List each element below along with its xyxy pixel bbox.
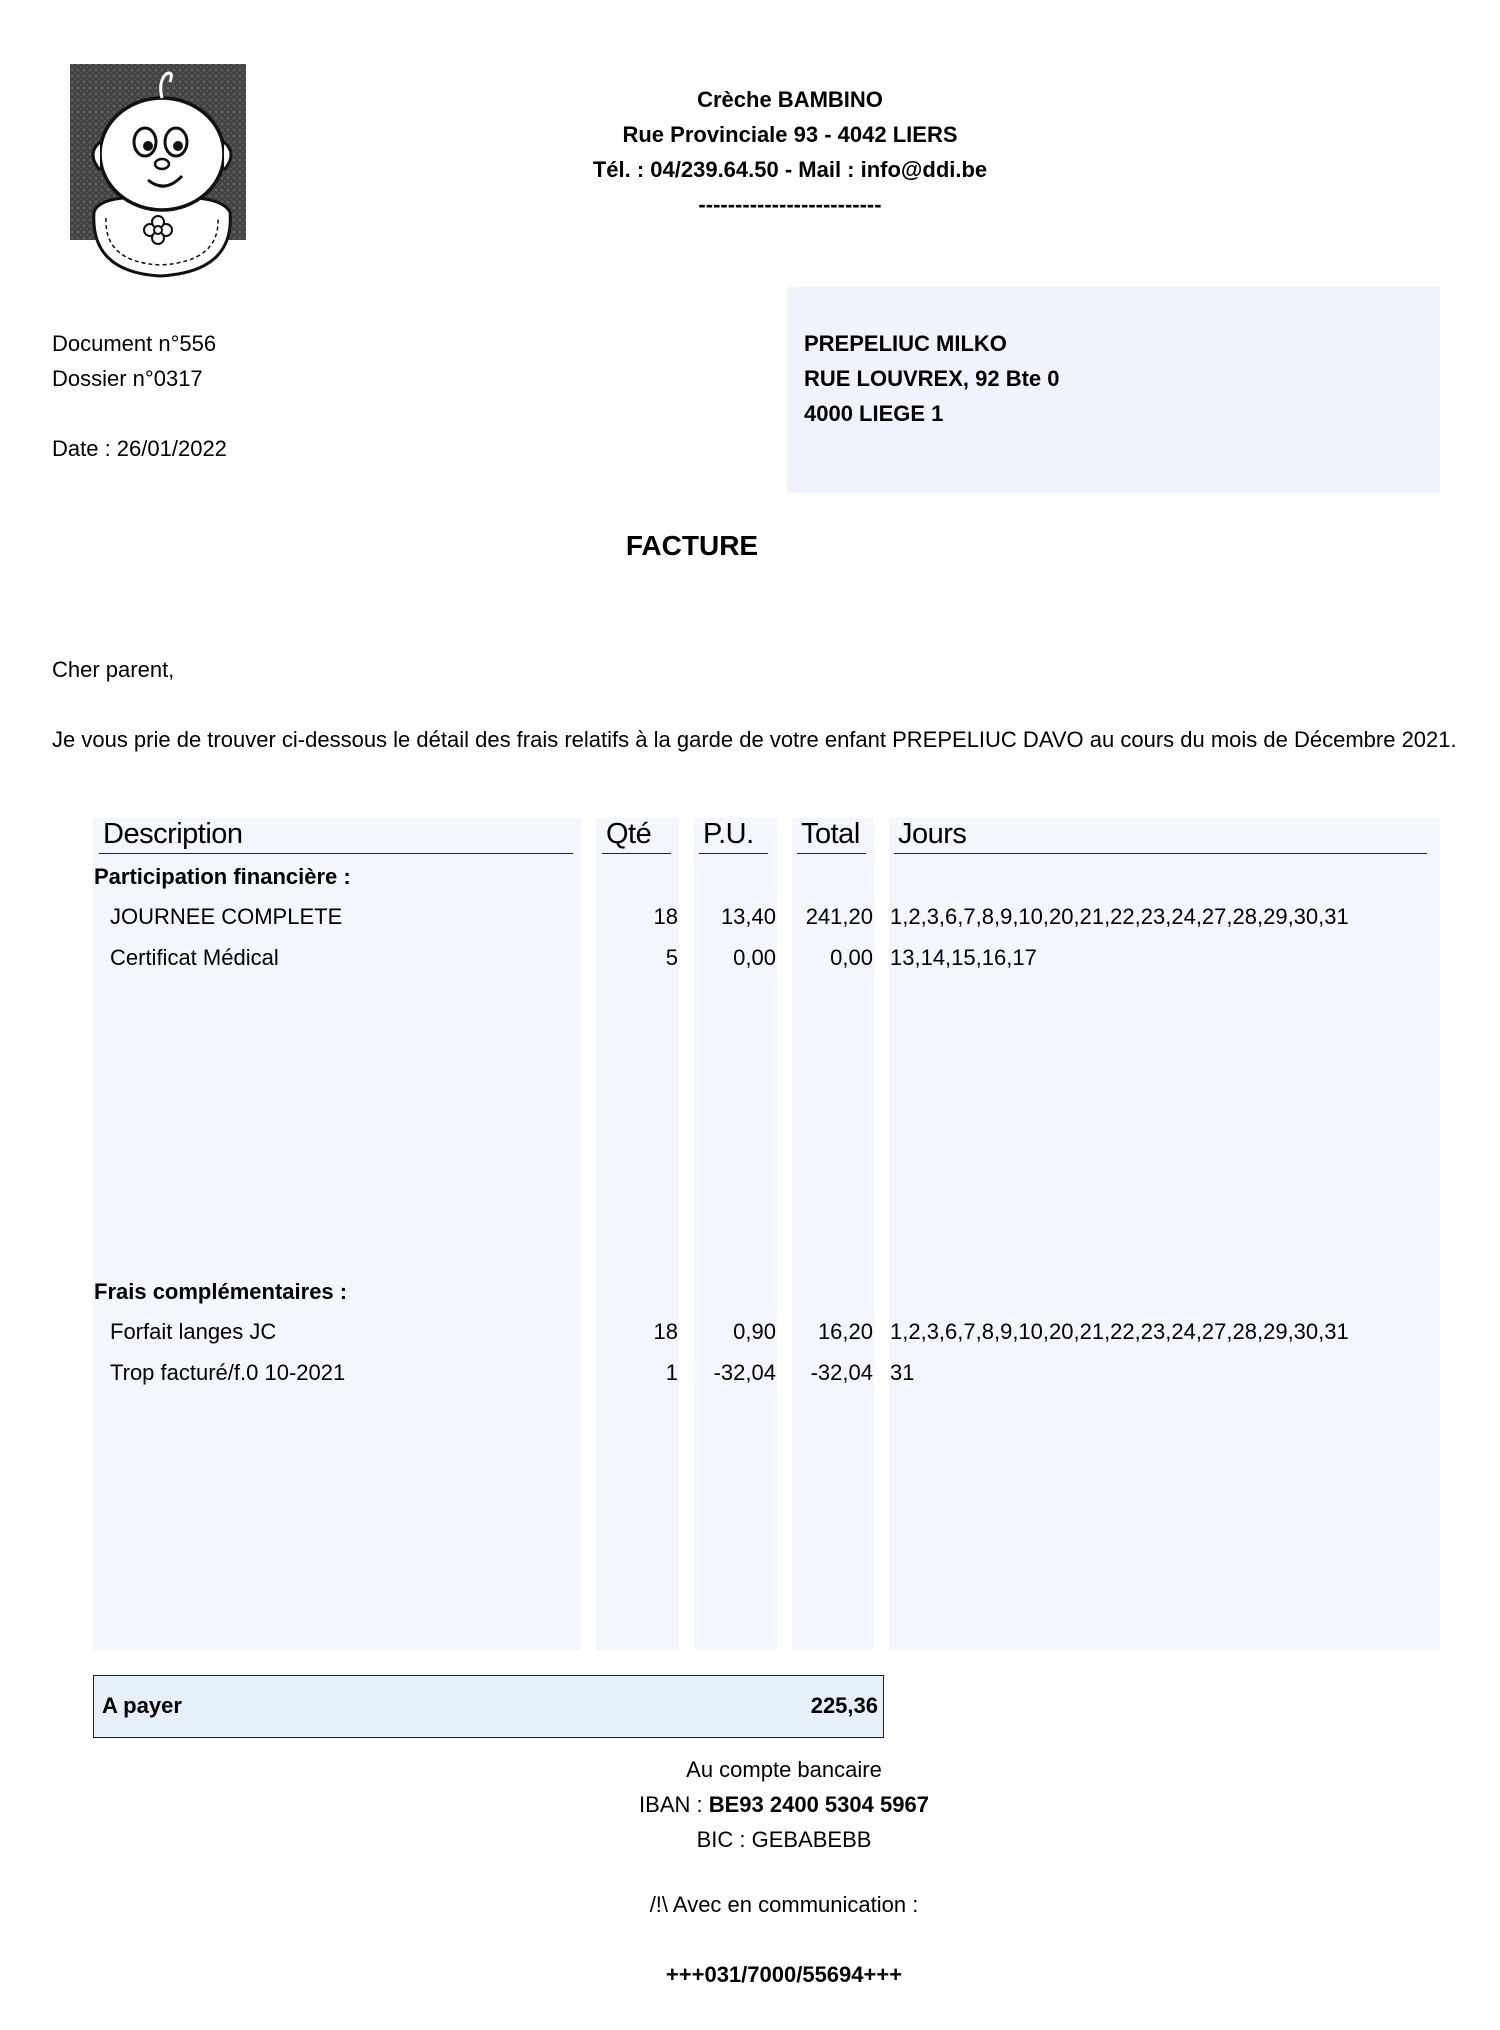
- row-total: 0,00: [830, 945, 873, 970]
- creche-logo: [70, 62, 248, 282]
- row-days: 31: [890, 1360, 915, 1385]
- row-description: Forfait langes JC: [110, 1319, 277, 1344]
- iban-line: [484, 1787, 1084, 1822]
- structured-communication: +++031/7000/55694+++: [665, 1962, 903, 1987]
- iban-label: IBAN :: [639, 1792, 709, 1817]
- header-days: Jours: [894, 818, 1427, 854]
- iban-value: BE93 2400 5304 5967: [708, 1792, 929, 1817]
- column-bg-days: [889, 818, 1440, 1650]
- row-days: 1,2,3,6,7,8,9,10,20,21,22,23,24,27,28,29,30,31: [890, 904, 1349, 929]
- section-title-complementary: Frais complémentaires :: [94, 1279, 348, 1304]
- column-bg-qty: [596, 818, 679, 1650]
- row-unit-price: -32,04: [713, 1360, 776, 1385]
- document-number: Document n°556: [52, 331, 217, 356]
- row-qty: 18: [653, 904, 678, 929]
- row-total: 241,20: [805, 904, 873, 929]
- greeting: Cher parent,: [52, 657, 175, 682]
- row-days: 13,14,15,16,17: [890, 945, 1037, 970]
- header-unit-price: P.U.: [699, 818, 768, 854]
- intro-text: Je vous prie de trouver ci-dessous le détail des frais relatifs à la garde de votre enfant PREPELIUC DAVO au cours du mois de Décembre 2021.: [52, 727, 1457, 752]
- document-date: Date : 26/01/2022: [52, 436, 227, 461]
- header-separator: -------------------------: [698, 192, 882, 217]
- company-header: [450, 82, 1130, 222]
- company-contact: Tél. : 04/239.64.50 - Mail : info@ddi.be: [592, 157, 988, 182]
- column-bg-unit-price: [694, 818, 777, 1650]
- communication-label: /!\ Avec en communication :: [649, 1892, 919, 1917]
- row-description: JOURNEE COMPLETE: [110, 904, 343, 929]
- header-description: Description: [99, 818, 573, 854]
- recipient-address: [804, 326, 1060, 431]
- bic-line: BIC : GEBABEBB: [696, 1827, 872, 1852]
- row-qty: 18: [653, 1319, 678, 1344]
- row-unit-price: 13,40: [720, 904, 776, 929]
- bank-account-line: Au compte bancaire: [686, 1757, 882, 1782]
- dossier-number: Dossier n°0317: [52, 366, 203, 391]
- row-days: 1,2,3,6,7,8,9,10,20,21,22,23,24,27,28,29,30,31: [890, 1319, 1349, 1344]
- recipient-street: RUE LOUVREX, 92 Bte 0: [804, 366, 1060, 391]
- document-info: [52, 326, 227, 466]
- company-name: Crèche BAMBINO: [697, 87, 883, 112]
- row-total: -32,04: [810, 1360, 873, 1385]
- row-description: Trop facturé/f.0 10-2021: [110, 1360, 346, 1385]
- column-bg-description: [93, 818, 581, 1650]
- recipient-city: 4000 LIEGE 1: [804, 401, 944, 426]
- amount-due-label: A payer: [102, 1693, 182, 1718]
- company-address: Rue Provinciale 93 - 4042 LIERS: [622, 122, 958, 147]
- column-bg-total: [792, 818, 874, 1650]
- amount-due-value: 225,36: [810, 1693, 878, 1718]
- header-qty: Qté: [602, 818, 671, 854]
- row-qty: 5: [665, 945, 678, 970]
- section-title-participation: Participation financière :: [94, 864, 351, 889]
- invoice-title: FACTURE: [625, 530, 759, 561]
- bank-info: [484, 1752, 1084, 1857]
- row-unit-price: 0,90: [733, 1319, 776, 1344]
- header-total: Total: [797, 818, 866, 854]
- recipient-name: PREPELIUC MILKO: [804, 331, 1007, 356]
- row-total: 16,20: [817, 1319, 873, 1344]
- row-unit-price: 0,00: [733, 945, 776, 970]
- row-description: Certificat Médical: [110, 945, 279, 970]
- row-qty: 1: [665, 1360, 678, 1385]
